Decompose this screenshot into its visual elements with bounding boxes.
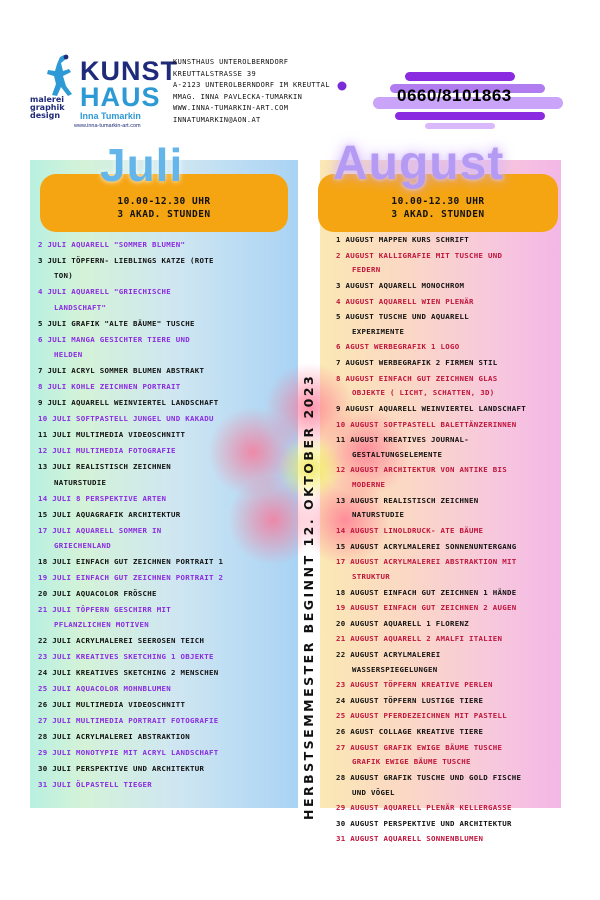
course-text: 13 JULI REALISTISCH ZEICHNEN <box>38 462 171 472</box>
course-text: 30 JULI PERSPEKTIVE UND ARCHITEKTUR <box>38 764 205 774</box>
logo-tagline-malerei: malerei <box>30 95 65 104</box>
course-text: 12 AUGUST ARCHITEKTUR VON ANTIKE BIS <box>336 465 507 475</box>
august-heading: August <box>333 137 505 190</box>
course-text-continued: UND VÖGEL <box>352 787 395 797</box>
course-text-continued: NATURSTUDIE <box>54 477 107 487</box>
course-text-continued: OBJEKTE ( LICHT, SCHATTEN, 3D) <box>352 388 495 398</box>
course-text: 29 AUGUST AQUARELL PLENÄR KELLERGASSE <box>336 803 512 813</box>
course-text: 4 JULI AQUARELL "GRIECHISCHE <box>38 287 171 297</box>
august-course-item <box>336 555 516 584</box>
course-text: 4 AUGUST AQUARELL WIEN PLENÄR <box>336 296 474 306</box>
july-course-item <box>38 570 223 585</box>
august-course-item <box>336 632 502 647</box>
course-text: 26 AGUST COLLAGE KREATIVE TIERE <box>336 727 484 736</box>
july-course-item <box>38 332 190 363</box>
course-text: 2 AUGUST KALLIGRAFIE MIT TUSCHE UND <box>336 250 503 260</box>
course-text: 5 JULI GRAFIK "ALTE BÄUME" TUSCHE <box>38 318 195 328</box>
august-course-item <box>336 801 512 816</box>
course-text: 21 AUGUST AQUARELL 2 AMALFI ITALIEN <box>336 634 503 644</box>
course-text: 20 JULI AQUACOLOR FRÖSCHE <box>38 589 157 598</box>
august-course-item <box>336 725 483 740</box>
july-course-item <box>38 697 185 712</box>
course-text: 6 JULI MANGA GESICHTER TIERE UND <box>38 334 190 344</box>
course-text: 20 AUGUST AQUARELL 1 FLORENZ <box>336 618 469 628</box>
course-text: 22 AUGUST ACRYLMALEREI <box>336 649 441 659</box>
august-course-item <box>336 249 502 278</box>
august-course-item <box>336 771 521 800</box>
august-course-item <box>336 295 474 310</box>
semester-notice: HERBSTSEMMESTER BEGINNT 12. OKTOBER 2023 <box>301 373 316 820</box>
august-course-item <box>336 418 516 433</box>
contact-line: KREUTTALSTRASSE 39 <box>173 69 257 78</box>
course-text: 8 JULI KOHLE ZEICHNEN PORTRAIT <box>38 382 181 392</box>
course-text: 9 AUGUST AQUARELL WEINVIERTEL LANDSCHAFT <box>336 403 526 413</box>
july-course-item <box>38 363 204 378</box>
august-course-item <box>336 617 469 632</box>
logo-tagline-graphik: graphik <box>30 103 65 112</box>
course-text: 7 AUGUST WERBEGRAFIK 2 FIRMEN STIL <box>336 358 498 367</box>
august-course-item <box>336 402 526 417</box>
course-text-continued: PFLANZLICHEN MOTIVEN <box>54 620 149 630</box>
course-text: 14 JULI 8 PERSPEKTIVE ARTEN <box>38 493 167 503</box>
july-course-item <box>38 459 171 490</box>
august-course-item <box>336 586 516 601</box>
course-text-continued: LANDSCHAFT" <box>54 302 107 312</box>
august-course-item <box>336 433 469 462</box>
july-course-item <box>38 586 157 601</box>
july-course-item <box>38 745 218 760</box>
july-course-item <box>38 427 185 442</box>
course-text: 27 JULI MULTIMEDIA PORTRAIT FOTOGRAFIE <box>38 716 219 726</box>
course-text: 24 JULI KREATIVES SKETCHING 2 MENSCHEN <box>38 668 219 678</box>
august-course-item <box>336 310 469 339</box>
course-text: 19 JULI EINFACH GUT ZEICHNEN PORTRAIT 2 <box>38 573 224 582</box>
course-text: 3 JULI TÖPFERN- LIEBLINGS KATZE (ROTE <box>38 256 214 265</box>
august-course-item <box>336 817 512 832</box>
course-text: 22 JULI ACRYLMALEREI SEEROSEN TEICH <box>38 636 205 646</box>
august-course-item <box>336 678 493 693</box>
course-text: 11 JULI MULTIMEDIA VIDEOSCHNITT <box>38 430 186 440</box>
course-text: 21 JULI TÖPFERN GESCHIRR MIT <box>38 605 171 614</box>
logo-haus: HAUS <box>80 82 161 112</box>
contact-line: KUNSTHAUS UNTEROLBERNDORF <box>173 58 289 66</box>
course-text: 8 AUGUST EINFACH GUT ZEICHNEN GLAS <box>336 373 498 383</box>
july-course-item <box>38 379 181 394</box>
contact-website[interactable]: WWW.INNA-TUMARKIN-ART.COM <box>173 104 289 112</box>
course-text: 28 AUGUST GRAFIK TUSCHE UND GOLD FISCHE <box>336 772 522 782</box>
july-time-info <box>40 195 288 221</box>
course-text: 31 JULI ÖLPASTELL TIEGER <box>38 780 152 790</box>
course-text: 7 JULI ACRYL SOMMER BLUMEN ABSTRAKT <box>38 366 205 376</box>
july-course-item <box>38 491 166 506</box>
july-course-item <box>38 633 204 648</box>
course-text: 15 JULI AQUAGRAFIK ARCHITEKTUR <box>38 509 181 519</box>
logo-kunst: KUNST <box>80 56 178 86</box>
july-course-item <box>38 395 218 410</box>
logo-tagline-design: design <box>30 111 61 120</box>
course-text: 10 AUGUST SOFTPASTELL BALETTÄNZERINNEN <box>336 419 517 429</box>
july-heading: Juli <box>100 139 184 191</box>
july-course-item <box>38 523 162 554</box>
course-text-continued: GRIECHENLAND <box>54 541 111 550</box>
august-hours: 3 AKAD. STUNDEN <box>391 209 485 220</box>
course-text: 5 AUGUST TUSCHE UND AQUARELL <box>336 312 469 322</box>
contact-email[interactable]: INNATUMARKIN@AON.AT <box>173 115 261 124</box>
course-text: 31 AUGUST AQUARELL SONNENBLUMEN <box>336 834 484 844</box>
course-text-continued: TON) <box>54 271 73 281</box>
course-text: 27 AUGUST GRAFIK EWIGE BÄUME TUSCHE <box>336 742 503 752</box>
course-text-continued: WASSERSPIEGELUNGEN <box>352 664 438 674</box>
august-course-item <box>336 540 516 555</box>
august-course-item <box>336 709 507 724</box>
july-course-item <box>38 316 195 331</box>
july-course-item <box>38 443 176 458</box>
july-course-item <box>38 253 214 284</box>
course-text-continued: GESTALTUNGSELEMENTE <box>352 449 443 459</box>
course-text: 17 AUGUST ACRYLMALEREI ABSTRAKTION MIT <box>336 557 517 567</box>
july-time: 10.00-12.30 UHR <box>117 196 211 207</box>
july-course-item <box>38 411 214 426</box>
course-text: 30 AUGUST PERSPEKTIVE UND ARCHITEKTUR <box>336 818 512 828</box>
course-text: 9 JULI AQUARELL WEINVIERTEL LANDSCHAFT <box>38 398 219 408</box>
august-time-info <box>318 195 558 221</box>
course-text: 10 JULI SOFTPASTELL JUNGEL UND KAKADU <box>38 414 214 424</box>
july-course-item <box>38 777 152 792</box>
july-course-item <box>38 237 185 252</box>
course-text: 29 JULI MONOTYPIE MIT ACRYL LANDSCHAFT <box>38 748 219 758</box>
august-course-item <box>336 741 502 770</box>
course-text-continued: HELDEN <box>54 350 83 360</box>
august-course-item <box>336 494 479 523</box>
kunsthaus-logo <box>30 52 178 130</box>
course-text: 19 AUGUST EINFACH GUT ZEICHNEN 2 AUGEN <box>336 603 517 613</box>
august-time: 10.00-12.30 UHR <box>391 196 485 207</box>
contact-line: A-2123 UNTEROLBERNDORF IM KREUTTAL <box>173 81 330 89</box>
august-course-item <box>336 356 497 371</box>
course-text: 11 AUGUST KREATIVES JOURNAL- <box>336 435 469 445</box>
august-course-item <box>336 832 483 847</box>
july-course-item <box>38 761 204 776</box>
course-text: 28 JULI ACRYLMALEREI ABSTRAKTION <box>38 732 190 742</box>
course-text-continued: STRUKTUR <box>352 571 390 581</box>
july-course-item <box>38 649 214 664</box>
course-text: 15 AUGUST ACRYLMALEREI SONNENUNTERGANG <box>336 541 517 551</box>
course-text: 18 JULI EINFACH GUT ZEICHNEN PORTRAIT 1 <box>38 557 224 566</box>
contact-line: MMAG. INNA PAVLECKA-TUMARKIN <box>173 92 303 101</box>
course-text: 26 JULI MULTIMEDIA VIDEOSCHNITT <box>38 700 186 710</box>
july-course-item <box>38 681 171 696</box>
july-course-item <box>38 284 171 315</box>
august-course-item <box>336 372 497 401</box>
logo-url[interactable]: www.inna-tumarkin-art.com <box>74 123 141 129</box>
july-course-item <box>38 713 218 728</box>
course-text: 3 AUGUST AQUARELL MONOCHROM <box>336 280 465 290</box>
august-course-item <box>336 648 441 677</box>
contact-block <box>173 57 330 126</box>
course-text: 17 JULI AQUARELL SOMMER IN <box>38 525 162 535</box>
course-text: 13 AUGUST REALISTISCH ZEICHNEN <box>336 495 479 505</box>
course-text: 14 AUGUST LINOLDRUCK- ATE BÄUME <box>336 526 484 535</box>
course-text: 18 AUGUST EINFACH GUT ZEICHNEN 1 HÄNDE <box>336 587 517 597</box>
august-course-item <box>336 601 516 616</box>
july-course-item <box>38 729 190 744</box>
course-text: 24 AUGUST TÖPFERN LUSTIGE TIERE <box>336 695 484 705</box>
august-course-item <box>336 340 460 355</box>
course-text: 25 JULI AQUACOLOR MOHNBLUMEN <box>38 684 171 694</box>
august-course-item <box>336 279 464 294</box>
course-text-continued: FEDERN <box>352 265 381 275</box>
course-text-continued: GRAFIK EWIGE BÄUME TUSCHE <box>352 757 471 767</box>
course-text: 12 JULI MULTIMEDIA FOTOGRAFIE <box>38 446 176 456</box>
logo-tagline <box>30 96 65 120</box>
course-text: 6 AGUST WERBEGRAFIK 1 LOGO <box>336 342 460 352</box>
july-course-item <box>38 554 223 569</box>
course-text-continued: EXPERIMENTE <box>352 326 405 336</box>
course-text: 1 AUGUST MAPPEN KURS SCHRIFT <box>336 235 469 244</box>
course-text-continued: MODERNE <box>352 480 386 490</box>
logo-name: Inna Tumarkin <box>80 111 141 121</box>
august-course-item <box>336 233 469 248</box>
course-text: 2 JULI AQUARELL "SOMMER BLUMEN" <box>38 240 186 249</box>
july-course-item <box>38 602 171 633</box>
dancer-figure-icon <box>44 54 74 98</box>
course-text-continued: NATURSTUDIE <box>352 510 405 520</box>
august-course-item <box>336 463 507 492</box>
course-text: 25 AUGUST PFERDEZEICHNEN MIT PASTELL <box>336 711 507 721</box>
july-course-item <box>38 507 181 522</box>
course-text: 23 JULI KREATIVES SKETCHING 1 OBJEKTE <box>38 652 214 662</box>
august-course-item <box>336 694 483 709</box>
phone-number[interactable]: 0660/8101863 <box>397 86 512 105</box>
july-course-item <box>38 665 218 680</box>
august-course-item <box>336 524 483 539</box>
course-text: 23 AUGUST TÖPFERN KREATIVE PERLEN <box>336 680 493 690</box>
july-hours: 3 AKAD. STUNDEN <box>117 209 211 220</box>
